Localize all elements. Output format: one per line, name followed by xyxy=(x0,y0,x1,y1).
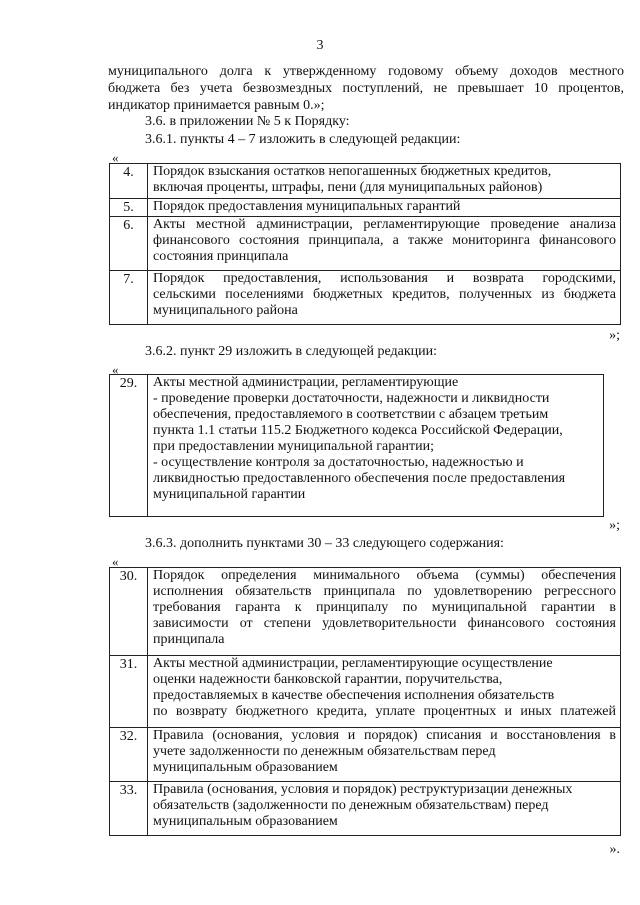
item-text xyxy=(148,568,621,656)
section-3-6-1: 3.6.1. пункты 4 – 7 изложить в следующей редакции: xyxy=(145,132,461,147)
item-line: Порядок предоставления муниципальных гарантий xyxy=(153,199,461,214)
item-line: обеспечения, предоставляемого в соответствии с абзацем третьим xyxy=(153,407,549,422)
opening-quote: « xyxy=(112,150,119,165)
item-line: муниципальным образованием xyxy=(153,814,338,829)
item-line: пункта 1.1 статьи 115.2 Бюджетного кодекса Российской Федерации, xyxy=(153,423,563,438)
item-number: 30. xyxy=(110,568,148,656)
item-line: - осуществление контроля за достаточностью, надежностью и xyxy=(153,455,524,470)
item-line: зависимости от степени удовлетворительности финансового состояния xyxy=(153,616,616,631)
item-line: предоставляемых в качестве обеспечения исполнения обязательств xyxy=(153,688,555,703)
item-line: Порядок определения минимального объема (суммы) обеспечения xyxy=(153,568,616,583)
table-row xyxy=(110,164,621,199)
item-line: Правила (основания, условия и порядок) списания и восстановления в xyxy=(153,728,616,743)
intro-line: бюджета без учета безвозмездных поступлений, не превышает 10 процентов, xyxy=(108,81,624,96)
item-line: исполнения обязательств принципала по удовлетворению регрессного xyxy=(153,584,616,599)
intro-line: муниципального долга к утвержденному годовому объему доходов местного xyxy=(108,64,624,79)
item-text xyxy=(148,199,621,217)
item-line: состояния принципала xyxy=(153,249,289,264)
table-row xyxy=(110,271,621,325)
item-line: при предоставлении муниципальной гарантии; xyxy=(153,439,434,454)
item-line: финансового состояния принципала, а также мониторинга финансового xyxy=(153,233,616,248)
table-items-30-33 xyxy=(109,567,621,836)
item-number: 5. xyxy=(110,199,148,217)
item-line: муниципальным образованием xyxy=(153,760,338,775)
item-line: Порядок предоставления, использования и возврата городскими, xyxy=(153,271,616,286)
section-3-6: 3.6. в приложении № 5 к Порядку: xyxy=(145,114,350,129)
table-row xyxy=(110,728,621,782)
closing-quote-final: ». xyxy=(609,842,620,857)
item-line: принципала xyxy=(153,632,225,647)
table-row xyxy=(110,782,621,836)
item-text xyxy=(148,217,621,271)
item-line: Акты местной администрации, регламентирующие xyxy=(153,375,459,390)
closing-quote: »; xyxy=(609,518,620,533)
item-text xyxy=(148,375,604,517)
item-text xyxy=(148,728,621,782)
item-line: Акты местной администрации, регламентирующие осуществление xyxy=(153,656,553,671)
item-number: 33. xyxy=(110,782,148,836)
opening-quote: « xyxy=(112,362,119,377)
item-line: ликвидностью предоставленного обеспечения после предоставления xyxy=(153,471,566,486)
item-line: учете задолженности по денежным обязательствам перед xyxy=(153,744,496,759)
item-line: сельскими поселениями бюджетных кредитов, полученных из бюджета xyxy=(153,287,616,302)
table-row xyxy=(110,375,604,517)
intro-line: индикатор принимается равным 0.»; xyxy=(108,98,325,113)
item-text xyxy=(148,782,621,836)
item-line: муниципальной гарантии xyxy=(153,487,306,502)
item-line: требования гаранта к принципалу по муниципальной гарантии в xyxy=(153,600,616,615)
opening-quote: « xyxy=(112,554,119,569)
item-line: Порядок взыскания остатков непогашенных бюджетных кредитов, xyxy=(153,164,552,179)
item-number: 32. xyxy=(110,728,148,782)
item-line: оценки надежности банковской гарантии, поручительства, xyxy=(153,672,503,687)
item-text xyxy=(148,164,621,199)
section-3-6-2: 3.6.2. пункт 29 изложить в следующей редакции: xyxy=(145,344,437,359)
item-number: 4. xyxy=(110,164,148,199)
item-line: Акты местной администрации, регламентирующие проведение анализа xyxy=(153,217,616,232)
item-line: включая проценты, штрафы, пени (для муниципальных районов) xyxy=(153,180,543,195)
item-number: 6. xyxy=(110,217,148,271)
table-items-4-7 xyxy=(109,163,621,325)
page-number: 3 xyxy=(316,38,324,53)
item-line: - проведение проверки достаточности, надежности и ликвидности xyxy=(153,391,550,406)
closing-quote: »; xyxy=(609,328,620,343)
table-row xyxy=(110,656,621,728)
item-number: 29. xyxy=(110,375,148,517)
item-line: Правила (основания, условия и порядок) реструктуризации денежных xyxy=(153,782,573,797)
table-row xyxy=(110,568,621,656)
table-row xyxy=(110,199,621,217)
item-text xyxy=(148,656,621,728)
table-row xyxy=(110,217,621,271)
item-number: 31. xyxy=(110,656,148,728)
table-item-29 xyxy=(109,374,604,517)
item-line: обязательств (задолженности по денежным обязательствам) перед xyxy=(153,798,549,813)
item-text xyxy=(148,271,621,325)
item-line: по возврату бюджетного кредита, уплате процентных и иных платежей xyxy=(153,704,616,719)
item-number: 7. xyxy=(110,271,148,325)
section-3-6-3: 3.6.3. дополнить пунктами 30 – 33 следующего содержания: xyxy=(145,536,504,551)
item-line: муниципального района xyxy=(153,303,298,318)
intro-paragraph xyxy=(108,63,624,114)
